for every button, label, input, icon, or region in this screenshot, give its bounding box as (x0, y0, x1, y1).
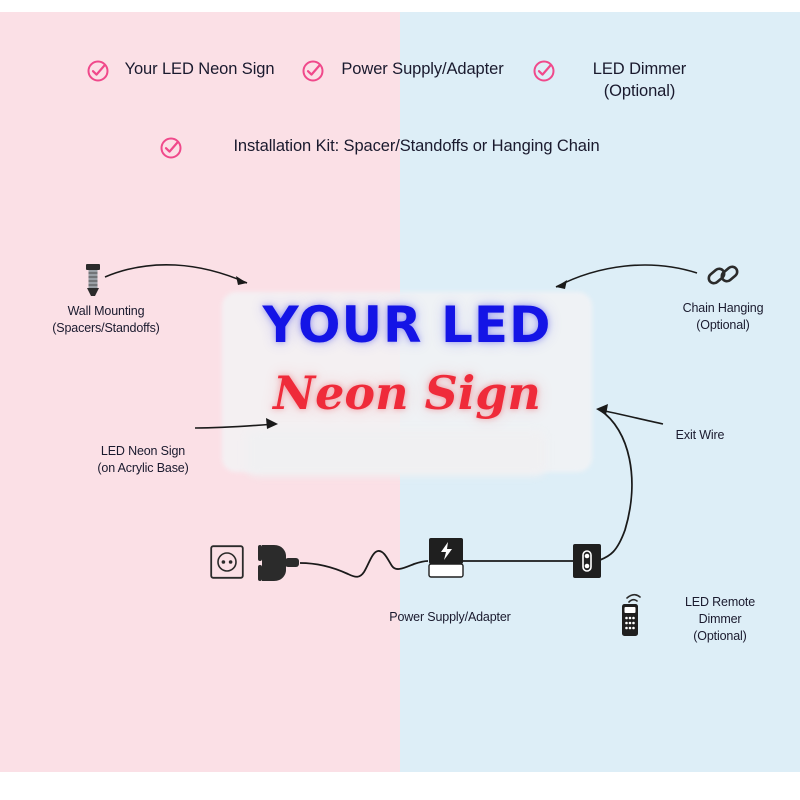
callout-led-neon-sign (48, 443, 238, 477)
power-plug-icon (252, 541, 304, 585)
callout-exit-wire (655, 427, 745, 444)
callout-chain-hanging (640, 300, 800, 334)
callout-line-2: Dimmer (698, 611, 742, 626)
adapter-block-icon (428, 537, 464, 585)
callout-power-supply (340, 609, 560, 626)
neon-sign-title: YOUR LED (262, 296, 552, 354)
neon-sign-script: Neon Sign (273, 366, 541, 420)
callout-line-1: Power Supply/Adapter (389, 610, 511, 624)
wall-socket-icon (210, 545, 244, 579)
callout-line-1: Chain Hanging (682, 301, 764, 315)
callout-line-2: (on Acrylic Base) (97, 460, 189, 475)
callout-line-2: (Optional) (696, 317, 750, 332)
checklist-item-label: Power Supply/Adapter (341, 60, 504, 78)
checklist-item-label: Installation Kit: Spacer/Standoffs or Hanging Chain (233, 136, 600, 155)
callout-line-1: Wall Mounting (67, 304, 145, 318)
callout-line-1: Exit Wire (675, 428, 725, 442)
chain-link-icon (706, 258, 740, 292)
screw-bolt-icon (80, 262, 106, 304)
callout-led-remote-dimmer (645, 594, 795, 645)
checklist-item-label: LED Dimmer (Optional) (592, 60, 687, 101)
callout-line-1: LED Neon Sign (100, 444, 186, 458)
callout-wall-mounting (16, 303, 196, 337)
remote-control-icon (616, 595, 646, 639)
callout-line-1: LED Remote (684, 595, 756, 609)
checklist-item-label: Your LED Neon Sign (124, 60, 275, 78)
dimmer-block-icon (572, 543, 602, 579)
callout-line-3: (Optional) (693, 628, 747, 643)
callout-line-2: (Spacers/Standoffs) (52, 320, 160, 335)
